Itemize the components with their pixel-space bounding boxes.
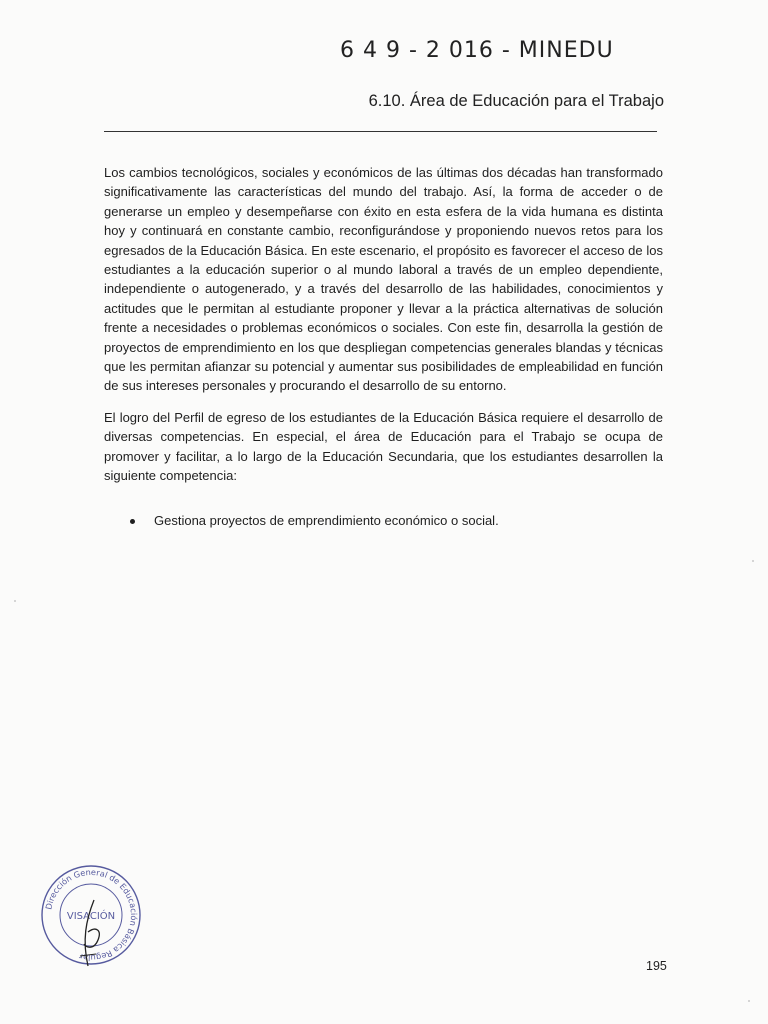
- header-divider: [104, 131, 657, 132]
- paragraph-intro: Los cambios tecnológicos, sociales y económicos de las últimas dos décadas han transformado significativamente las características del mundo del trabajo. Así, la forma de acceder o de generarse un empleo y desempeñarse con éxito en esta esfera de la vida humana es distinta hoy y continuará en constante cambio, reconfigurándose y proponiendo nuevos retos para los egresados de la Educación Básica. En este escenario, el propósito es favorecer el acceso de los estudiantes a la educación superior o al mundo laboral a través de un empleo dependiente, independiente o autogenerado, y a través del desarrollo de las habilidades, conocimientos y actitudes que le permitan al estudiante proponer y llevar a la práctica alternativas de solución frente a necesidades o problemas económicos o sociales. Con este fin, desarrolla la gestión de proyectos de emprendimiento en los que despliegan competencias generales blandas y técnicas que les permitan afianzar su potencial y aumentar sus posibilidades de empleabilidad en función de sus intereses personales y procurando el desarrollo de su entorno.: [104, 165, 663, 394]
- scan-speck: [752, 560, 754, 562]
- body-text: [104, 163, 663, 498]
- section-title: 6.10. Área de Educación para el Trabajo: [368, 92, 664, 110]
- resolution-number: 6 4 9 - 2 016 - MINEDU: [340, 38, 614, 63]
- visacion-stamp-icon: [36, 860, 146, 970]
- svg-text:VISACIÓN: VISACIÓN: [66, 911, 116, 922]
- list-item: [130, 513, 650, 528]
- svg-text:Dirección General de Educación: Dirección General de Educación Básica Regular: [43, 866, 140, 964]
- scan-speck: [748, 1000, 750, 1002]
- scan-speck: [14, 600, 16, 602]
- competency-text: Gestiona proyectos de emprendimiento económico o social.: [154, 513, 499, 528]
- competency-list: [130, 513, 650, 528]
- bullet-icon: [130, 519, 135, 524]
- paragraph-competencies: El logro del Perfil de egreso de los estudiantes de la Educación Básica requiere el desarrollo de diversas competencias. En especial, el área de Educación para el Trabajo se ocupa de promover y facilitar, a lo largo de la Educación Secundaria, que los estudiantes desarrollen la siguiente competencia:: [104, 409, 663, 484]
- page-number: 195: [646, 959, 667, 973]
